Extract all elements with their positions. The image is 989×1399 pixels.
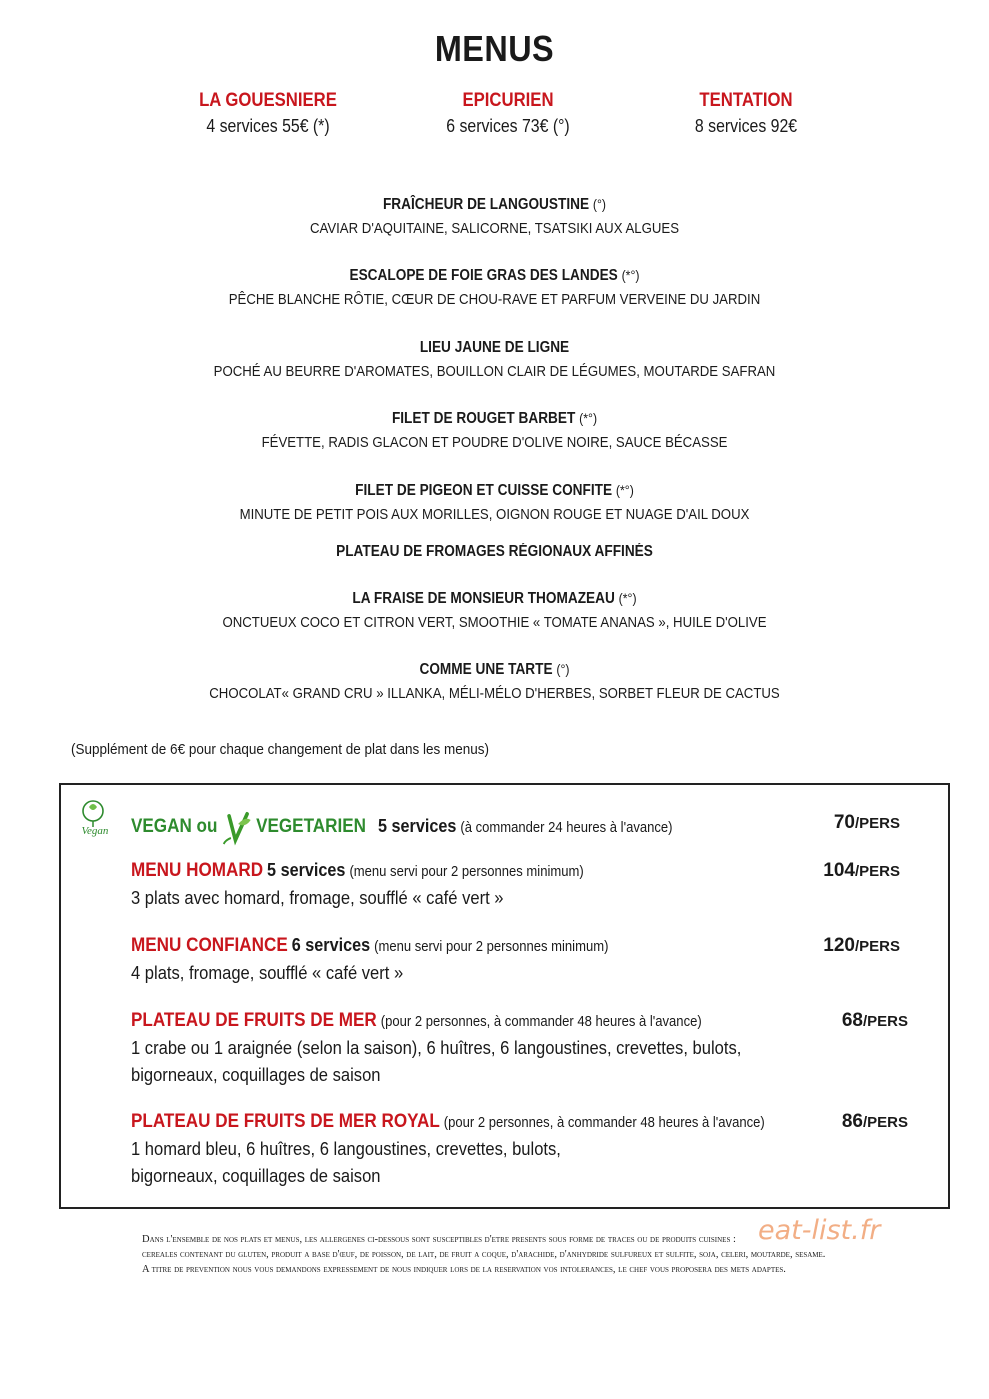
dish-mark: (°) [592,196,607,212]
price-unit: /PERS [854,863,900,880]
price-value: 68 [841,1010,863,1031]
dish-desc: MINUTE DE PETIT POIS AUX MORILLES, OIGNON ROUGE ET NUAGE D'AIL DOUX [239,505,750,523]
offer-note: (menu servi pour 2 personnes minimum) [374,939,609,955]
menu-epicurien [388,90,628,137]
dish-item [0,590,989,661]
supplement-note: (Supplément de 6€ pour chaque changement de plat dans les menus) [71,741,490,758]
price-value: 104 [823,860,855,881]
dish-desc: ONCTUEUX COCO ET CITRON VERT, SMOOTHIE « TOMATE ANANAS », HUILE D'OLIVE [222,613,767,631]
menu-price: 6 services 73€ (°) [446,116,570,136]
dish-mark: (*°) [618,589,637,606]
price-unit: /PERS [854,815,900,832]
dish-name: FILET DE ROUGET BARBET [391,410,576,428]
vegan-logo-icon [73,797,119,837]
menu-name: LA GOUESNIERE [199,90,337,111]
offer-detail: bigorneaux, coquillages de saison [131,1065,381,1085]
services-count: 5 services [267,860,346,880]
vegetarian-label: VEGETARIEN [256,816,366,838]
price [823,860,900,882]
dish-item [0,339,989,410]
order-note: (à commander 24 heures à l'avance) [460,820,673,837]
price [842,1111,908,1133]
vegan-label: VEGAN ou [131,816,218,838]
price-value: 86 [841,1111,863,1132]
offer-detail: 1 homard bleu, 6 huîtres, 6 langoustines, crevettes, bulots, [131,1139,561,1159]
offer-name: MENU CONFIANCE [131,935,288,956]
offer-note: (pour 2 personnes, à commander 48 heures à l'avance) [380,1014,702,1030]
dish-desc: CHOCOLAT« GRAND CRU » ILLANKA, MÉLI-MÉLO D'HERBES, SORBET FLEUR DE CACTUS [209,685,780,703]
price-unit: /PERS [862,1013,908,1030]
vegan-logo-text: Vegan [81,825,109,837]
services-count: 6 services [291,935,371,955]
dish-name: COMME UNE TARTE [419,661,553,679]
special-offers-box [59,783,950,1209]
offer-detail: 1 crabe ou 1 araignée (selon la saison), 6 huîtres, 6 langoustines, crevettes, bulots, [131,1038,742,1058]
dish-name: LA FRAISE DE MONSIEUR THOMAZEAU [352,589,615,607]
offer-name: MENU HOMARD [131,860,264,881]
offer-detail: bigorneaux, coquillages de saison [131,1166,381,1186]
menu-name: TENTATION [699,90,793,111]
dish-item [0,196,989,267]
menu-price: 8 services 92€ [694,116,798,136]
dish-mark: (*°) [579,410,598,427]
offer-name: PLATEAU DE FRUITS DE MER ROYAL [131,1111,440,1132]
menu-tentation [626,90,866,137]
price-value: 120 [823,935,855,956]
dish-desc: FÉVETTE, RADIS GLACON ET POUDRE D'OLIVE NOIRE, SAUCE BÉCASSE [261,434,728,452]
page-title: MENUS [434,28,555,69]
dish-mark: (°) [556,661,570,678]
offer-heading [131,935,608,957]
offer-detail: 3 plats avec homard, fromage, soufflé « café vert » [131,888,504,908]
offer-heading [131,1111,765,1133]
allergen-intro: Dans l'ensemble de nos plats et menus, les allergenes ci-dessous sont susceptibles d'etre presents sous forme de traces ou de produits cuisines : [142,1234,736,1245]
price [842,1010,908,1032]
price-unit: /PERS [854,938,900,955]
dish-name: ESCALOPE DE FOIE GRAS DES LANDES [349,267,618,285]
allergen-list: cereales contenant du gluten, produit a base d'œuf, de poisson, de lait, de fruit a coque, d'arachide, d'anhydride sulfureux et sulfite, soja, celeri, moutarde, sesame. [142,1249,826,1260]
dish-name: LIEU JAUNE DE LIGNE [419,338,570,356]
menu-price: 4 services 55€ (*) [206,116,330,136]
dish-name: PLATEAU DE FROMAGES RÉGIONAUX AFFINÉS [336,542,653,560]
offer-note: (menu servi pour 2 personnes minimum) [349,864,584,880]
dish-mark: (*°) [621,267,640,284]
menu-la-gouesniere [148,90,388,137]
allergen-prevention: A titre de prevention nous vous demandons expressement de nous indiquer lors de la reservation vos intolerances, le chef vous proposera des mets adaptes. [142,1264,786,1275]
price [823,935,900,957]
dish-item [0,661,989,732]
allergen-notice [142,1232,850,1277]
vegetarian-leaf-icon [221,810,252,846]
menu-name: EPICURIEN [462,90,554,111]
dish-mark: (*°) [615,481,634,498]
watermark: eat-list.fr [758,1215,881,1246]
dish-item [0,267,989,338]
dish-item [0,543,989,590]
dish-name: FILET DE PIGEON ET CUISSE CONFITE [355,481,613,499]
dish-name: FRAÎCHEUR DE LANGOUSTINE [382,196,590,213]
price-value: 70 [833,812,855,833]
offer-heading [131,860,584,882]
dish-desc: POCHÉ AU BEURRE D'AROMATES, BOUILLON CLAIR DE LÉGUMES, MOUTARDE SAFRAN [213,362,776,380]
offer-heading [131,1010,702,1032]
dish-desc: PÊCHE BLANCHE RÔTIE, CŒUR DE CHOU-RAVE ET PARFUM VERVEINE DU JARDIN [228,291,761,309]
dish-list [0,196,989,733]
vegan-label-group [131,810,673,846]
offer-note: (pour 2 personnes, à commander 48 heures à l'avance) [443,1115,765,1131]
dish-desc: CAVIAR D'AQUITAINE, SALICORNE, TSATSIKI AUX ALGUES [309,220,680,237]
dish-item [0,410,989,481]
services-count: 5 services [377,816,457,837]
price-unit: /PERS [862,1114,908,1131]
offer-detail: 4 plats, fromage, soufflé « café vert » [131,963,404,983]
price [834,812,900,834]
offer-name: PLATEAU DE FRUITS DE MER [131,1010,377,1031]
